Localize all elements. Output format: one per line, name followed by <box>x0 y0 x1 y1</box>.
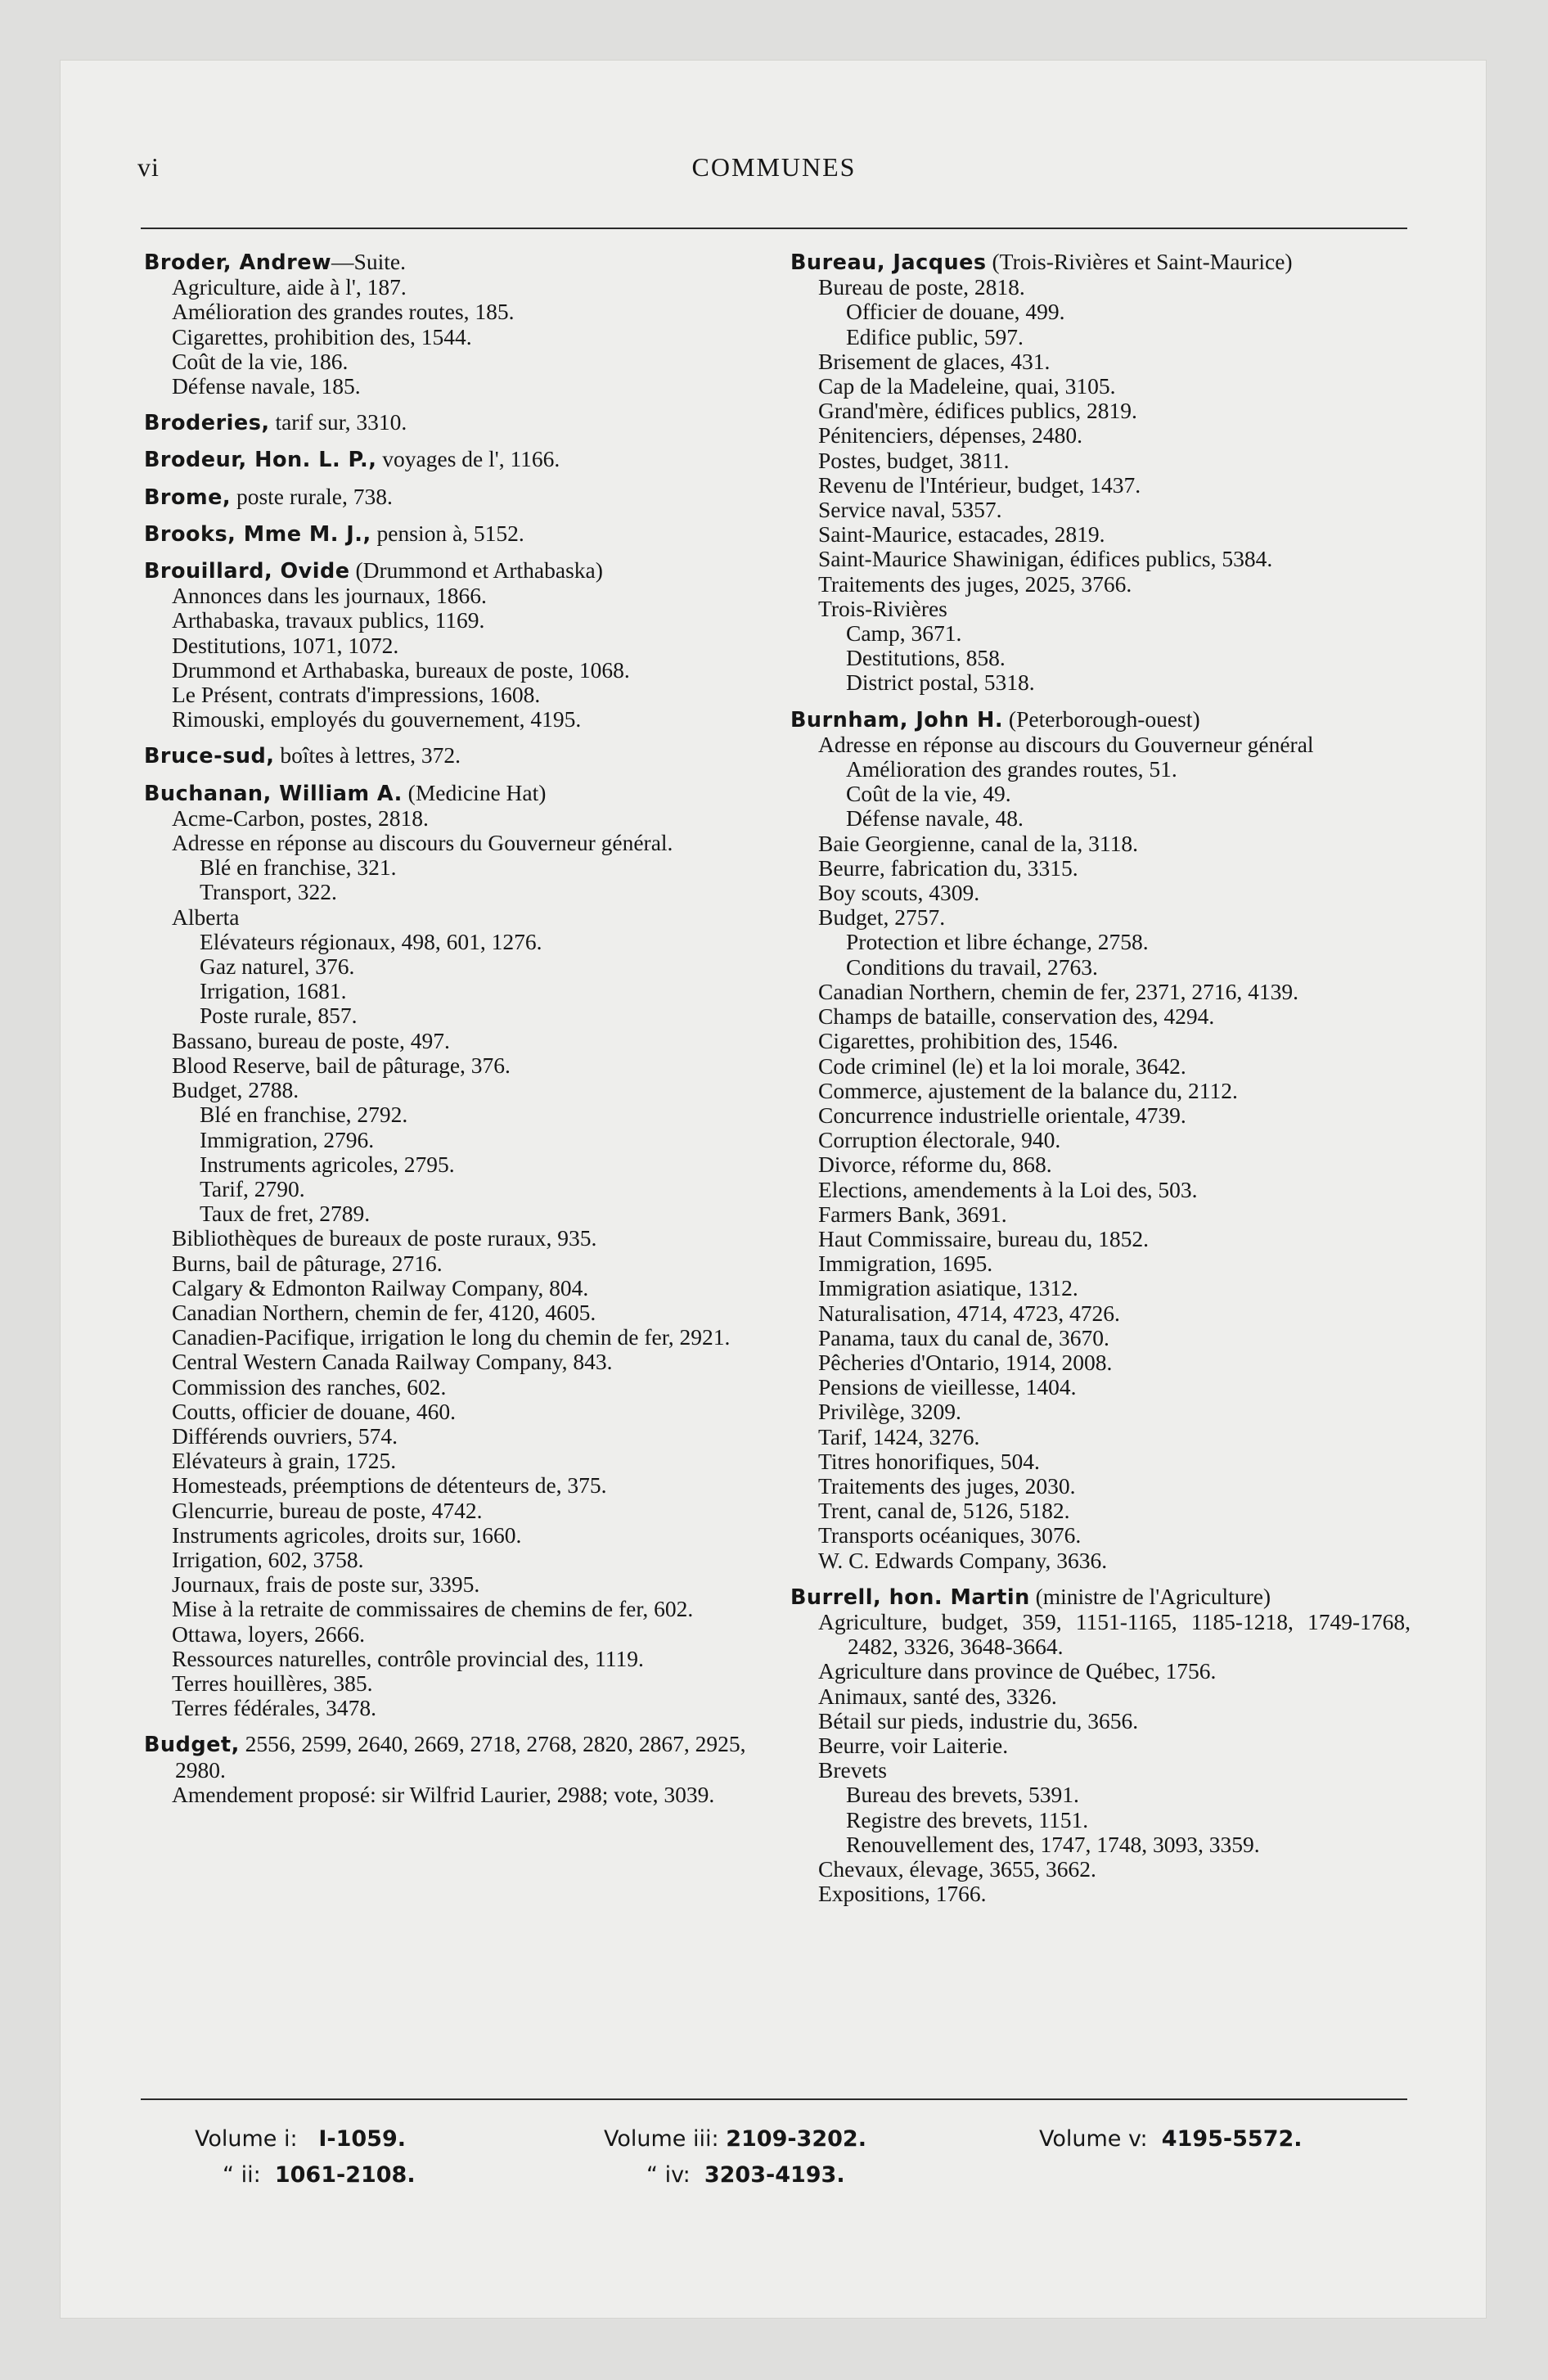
sub-entry: Terres houillères, 385. <box>172 1670 373 1696</box>
sub-entry: Adresse en réponse au discours du Gouverneur général <box>818 731 1314 757</box>
entry-heading: Brooks, Mme M. J., <box>144 521 371 547</box>
sub-entry: Irrigation, 602, 3758. <box>172 1546 364 1572</box>
entry-heading-line <box>790 250 1411 275</box>
sub-entry: Différends ouvriers, 574. <box>172 1422 398 1449</box>
index-entry <box>144 521 764 547</box>
index-entry <box>144 250 764 399</box>
entry-heading: Brouillard, Ovide <box>144 559 350 584</box>
sub-entry: Renouvellement des, 1747, 1748, 3093, 3359. <box>846 1831 1260 1857</box>
sub-entry: Tarif, 2790. <box>200 1175 305 1201</box>
sub-entry: Blé en franchise, 2792. <box>200 1102 408 1128</box>
sub-entry: Adresse en réponse au discours du Gouverneur général. <box>172 830 673 856</box>
sub-entry: Registre des brevets, 1151. <box>846 1806 1089 1832</box>
entry-heading: Broder, Andrew <box>144 250 332 275</box>
volume-range: 3203-4193. <box>704 2162 845 2188</box>
sub-entry: Annonces dans les journaux, 1866. <box>172 583 487 609</box>
entry-heading-line <box>790 1584 1411 1610</box>
entry-heading-line <box>144 743 764 769</box>
sub-entry: Canadian Northern, chemin de fer, 4120, 4605. <box>172 1299 596 1325</box>
entry-heading: Bureau, Jacques <box>790 250 987 275</box>
sub-entry: Traitements des juges, 2025, 3766. <box>818 570 1132 597</box>
entry-heading-detail: (Drummond et Arthabaska) <box>349 557 603 584</box>
sub-entry: Mise à la retraite de commissaires de chemins de fer, 602. <box>172 1596 694 1622</box>
sub-entry: Panama, taux du canal de, 3670. <box>818 1324 1109 1350</box>
entry-heading-detail: boîtes à lettres, 372. <box>274 742 461 769</box>
sub-entry: Cap de la Madeleine, quai, 3105. <box>818 373 1116 399</box>
sub-entry: Beurre, fabrication du, 3315. <box>818 854 1078 881</box>
sub-entry: Transport, 322. <box>200 879 337 905</box>
sub-entry: Le Présent, contrats d'impressions, 1608. <box>172 682 541 708</box>
sub-entry: Destitutions, 1071, 1072. <box>172 632 399 658</box>
sub-entry: Coût de la vie, 49. <box>846 781 1011 807</box>
sub-entry: Pêcheries d'Ontario, 1914, 2008. <box>818 1349 1113 1375</box>
sub-entry: Commission des ranches, 602. <box>172 1373 447 1400</box>
sub-entry: Privilège, 3209. <box>818 1399 961 1425</box>
sub-entry: Divorce, réforme du, 868. <box>818 1152 1052 1178</box>
index-entry <box>790 707 1411 1573</box>
volume-label: “ ii: <box>223 2162 261 2188</box>
index-entry <box>144 447 764 472</box>
sub-entry: Traitements des juges, 2030. <box>818 1472 1076 1499</box>
sub-entry: Elections, amendements à la Loi des, 503. <box>818 1176 1198 1202</box>
sub-entry: Homesteads, préemptions de détenteurs de, 375. <box>172 1472 607 1499</box>
sub-entry: Immigration asiatique, 1312. <box>818 1275 1078 1301</box>
sub-entry: Amélioration des grandes routes, 185. <box>172 299 515 325</box>
volume-label: Volume v: <box>1039 2126 1148 2152</box>
volume-key-item <box>604 2121 866 2157</box>
entry-heading-line <box>144 250 764 275</box>
sub-entry: Bibliothèques de bureaux de poste ruraux, 935. <box>172 1225 597 1251</box>
sub-entry: Alberta <box>172 904 240 930</box>
entry-heading-detail: —Suite. <box>331 249 406 274</box>
entry-heading-line <box>144 781 764 806</box>
entry-heading-detail: tarif sur, 3310. <box>269 409 407 435</box>
entry-heading-line <box>144 447 764 472</box>
sub-entry: Agriculture, budget, 359, 1151-1165, 1185-1218, 1749-1768, 2482, 3326, 3648-3664. <box>818 1608 1411 1660</box>
entry-heading-detail: voyages de l', 1166. <box>376 446 560 472</box>
sub-entry: Edifice public, 597. <box>846 323 1024 349</box>
sub-entry: Camp, 3671. <box>846 620 962 647</box>
index-entry <box>790 1584 1411 1907</box>
sub-entry: Trois-Rivières <box>818 595 947 621</box>
sub-entry: Drummond et Arthabaska, bureaux de poste, 1068. <box>172 656 630 683</box>
sub-entry: Blood Reserve, bail de pâturage, 376. <box>172 1052 511 1078</box>
entry-heading: Budget, <box>144 1733 240 1758</box>
entry-heading-detail: (Medicine Hat) <box>402 779 547 805</box>
sub-entry: Bétail sur pieds, industrie du, 3656. <box>818 1707 1139 1733</box>
sub-entry: Conditions du travail, 2763. <box>846 953 1098 980</box>
sub-entry: Calgary & Edmonton Railway Company, 804. <box>172 1274 589 1300</box>
sub-entry: Rimouski, employés du gouvernement, 4195. <box>172 706 582 732</box>
sub-entry: Concurrence industrielle orientale, 4739. <box>818 1102 1186 1128</box>
volume-range: 1061-2108. <box>274 2162 416 2188</box>
sub-entry: Officier de douane, 499. <box>846 299 1065 325</box>
volume-range: 2109-3202. <box>726 2126 866 2152</box>
sub-entry: Cigarettes, prohibition des, 1544. <box>172 323 472 349</box>
sub-entry: Brisement de glaces, 431. <box>818 348 1051 374</box>
sub-entry: Boy scouts, 4309. <box>818 880 980 906</box>
volume-range: 4195-5572. <box>1161 2126 1303 2152</box>
left-column <box>144 250 764 1819</box>
volume-label: Volume i: <box>195 2126 298 2152</box>
volume-label: Volume iii: <box>604 2126 719 2152</box>
sub-entry: Ottawa, loyers, 2666. <box>172 1620 365 1647</box>
sub-entry: Transports océaniques, 3076. <box>818 1522 1082 1548</box>
entry-heading: Bruce-sud, <box>144 744 275 769</box>
sub-entry: Acme-Carbon, postes, 2818. <box>172 805 429 831</box>
sub-entry: Champs de bataille, conservation des, 4294. <box>818 1003 1215 1030</box>
sub-entry: Immigration, 2796. <box>200 1126 375 1152</box>
sub-entry: Saint-Maurice, estacades, 2819. <box>818 521 1105 548</box>
sub-entry: Immigration, 1695. <box>818 1251 993 1277</box>
entry-heading-detail: (Trois-Rivières et Saint-Maurice) <box>986 249 1293 274</box>
header-rule <box>141 228 1407 229</box>
sub-entry: Canadien-Pacifique, irrigation le long du chemin de fer, 2921. <box>172 1324 731 1350</box>
sub-entry: Budget, 2788. <box>172 1077 299 1103</box>
sub-entry: Agriculture, aide à l', 187. <box>172 274 407 300</box>
running-title: COMMUNES <box>691 152 857 182</box>
sub-entry: Journaux, frais de poste sur, 3395. <box>172 1571 480 1598</box>
sub-entry: Pénitenciers, dépenses, 2480. <box>818 422 1083 449</box>
volume-key-item <box>223 2157 416 2193</box>
index-entry <box>144 410 764 435</box>
entry-heading: Brodeur, Hon. L. P., <box>144 448 377 473</box>
sub-entry: Titres honorifiques, 504. <box>818 1448 1040 1474</box>
sub-entry: Revenu de l'Intérieur, budget, 1437. <box>818 471 1141 498</box>
sub-entry: Irrigation, 1681. <box>200 978 347 1004</box>
sub-entry: Naturalisation, 4714, 4723, 4726. <box>818 1300 1120 1326</box>
sub-entry: Amélioration des grandes routes, 51. <box>846 756 1177 782</box>
sub-entry: Taux de fret, 2789. <box>200 1201 371 1227</box>
sub-entry: Ressources naturelles, contrôle provincial des, 1119. <box>172 1645 644 1671</box>
sub-entry: Canadian Northern, chemin de fer, 2371, 2716, 4139. <box>818 978 1298 1004</box>
sub-entry: Bureau de poste, 2818. <box>818 274 1025 300</box>
sub-entry: Central Western Canada Railway Company, 843. <box>172 1349 613 1375</box>
sub-entry: Trent, canal de, 5126, 5182. <box>818 1498 1070 1524</box>
sub-entry: Destitutions, 858. <box>846 645 1006 671</box>
entry-heading: Burrell, hon. Martin <box>790 1584 1030 1610</box>
volume-key-item <box>646 2157 845 2193</box>
entry-heading: Burnham, John H. <box>790 707 1004 732</box>
index-entry <box>144 1732 764 1807</box>
right-column <box>790 250 1411 1918</box>
entry-heading: Buchanan, William A. <box>144 781 403 806</box>
sub-entry: Bureau des brevets, 5391. <box>846 1782 1079 1808</box>
sub-entry: Agriculture dans province de Québec, 1756. <box>818 1658 1217 1684</box>
sub-entry: Blé en franchise, 321. <box>200 854 397 881</box>
entry-heading: Broderies, <box>144 411 270 436</box>
sub-entry: Grand'mère, édifices publics, 2819. <box>818 398 1137 424</box>
entry-heading-line <box>144 485 764 510</box>
sub-entry: Elévateurs régionaux, 498, 601, 1276. <box>200 928 542 954</box>
volume-key-item <box>195 2121 406 2157</box>
entry-heading-line <box>790 707 1411 732</box>
entry-heading-detail: pension à, 5152. <box>371 520 524 546</box>
sub-entry: Pensions de vieillesse, 1404. <box>818 1374 1077 1400</box>
index-entry <box>144 743 764 769</box>
entry-heading: Brome, <box>144 485 232 510</box>
index-entry <box>144 781 764 1721</box>
sub-entry: Arthabaska, travaux publics, 1169. <box>172 607 485 633</box>
sub-entry: Glencurrie, bureau de poste, 4742. <box>172 1497 483 1523</box>
sub-entry: Poste rurale, 857. <box>200 1003 358 1029</box>
sub-entry: Brevets <box>818 1757 888 1783</box>
sub-entry: Expositions, 1766. <box>818 1881 987 1907</box>
sub-entry: Postes, budget, 3811. <box>818 447 1010 473</box>
footer-rule <box>141 2098 1407 2100</box>
volume-key-item <box>1039 2121 1303 2157</box>
sub-entry: Protection et libre échange, 2758. <box>846 929 1149 955</box>
sub-entry: Coutts, officier de douane, 460. <box>172 1398 456 1424</box>
entry-heading-detail: (ministre de l'Agriculture) <box>1029 1583 1271 1609</box>
sub-entry: Burns, bail de pâturage, 2716. <box>172 1250 443 1276</box>
sub-entry: Terres fédérales, 3478. <box>172 1695 377 1721</box>
sub-entry: Haut Commissaire, bureau du, 1852. <box>818 1225 1150 1251</box>
sub-entry: Instruments agricoles, droits sur, 1660. <box>172 1521 522 1548</box>
sub-entry: Beurre, voir Laiterie. <box>818 1732 1009 1758</box>
sub-entry: Chevaux, élevage, 3655, 3662. <box>818 1856 1096 1882</box>
entry-heading-detail: (Peterborough-ouest) <box>1003 705 1200 732</box>
sub-entry: Commerce, ajustement de la balance du, 2112. <box>818 1077 1238 1103</box>
sub-entry: Gaz naturel, 376. <box>200 953 355 980</box>
sub-entry: Défense navale, 185. <box>172 373 361 399</box>
page-number: vi <box>137 152 160 182</box>
sub-entry: Tarif, 1424, 3276. <box>818 1423 980 1449</box>
sub-entry: Cigarettes, prohibition des, 1546. <box>818 1028 1118 1054</box>
sub-entry: W. C. Edwards Company, 3636. <box>818 1547 1108 1573</box>
entry-heading-line <box>144 558 764 584</box>
entry-heading-line <box>144 410 764 435</box>
entry-heading-line <box>144 1732 764 1782</box>
volume-label: “ iv: <box>646 2162 691 2188</box>
sub-entry: Amendement proposé: sir Wilfrid Laurier, 2988; vote, 3039. <box>172 1781 715 1807</box>
sub-entry: Défense navale, 48. <box>846 805 1024 832</box>
sub-entry: Baie Georgienne, canal de la, 3118. <box>818 830 1138 856</box>
sub-entry: Elévateurs à grain, 1725. <box>172 1448 397 1474</box>
sub-entry: Saint-Maurice Shawinigan, édifices publics, 5384. <box>818 546 1273 572</box>
sub-entry: Service naval, 5357. <box>818 497 1002 523</box>
sub-entry: Bassano, bureau de poste, 497. <box>172 1027 450 1053</box>
sub-entry: Code criminel (le) et la loi morale, 3642. <box>818 1053 1186 1079</box>
entry-heading-line <box>144 521 764 547</box>
sub-entry: Animaux, santé des, 3326. <box>818 1683 1057 1709</box>
sub-entry: Coût de la vie, 186. <box>172 348 349 374</box>
sub-entry: Budget, 2757. <box>818 904 946 931</box>
index-entry <box>144 485 764 510</box>
sub-entry: Instruments agricoles, 2795. <box>200 1151 455 1177</box>
sub-entry: Farmers Bank, 3691. <box>818 1201 1007 1227</box>
sub-entry: Corruption électorale, 940. <box>818 1127 1061 1153</box>
sub-entry: District postal, 5318. <box>846 669 1035 696</box>
index-entry <box>144 558 764 732</box>
entry-heading-detail: 2556, 2599, 2640, 2669, 2718, 2768, 2820, 2867, 2925, 2980. <box>175 1731 746 1783</box>
volume-range: I-1059. <box>318 2126 407 2152</box>
index-entry <box>790 250 1411 696</box>
entry-heading-detail: poste rurale, 738. <box>231 483 393 509</box>
